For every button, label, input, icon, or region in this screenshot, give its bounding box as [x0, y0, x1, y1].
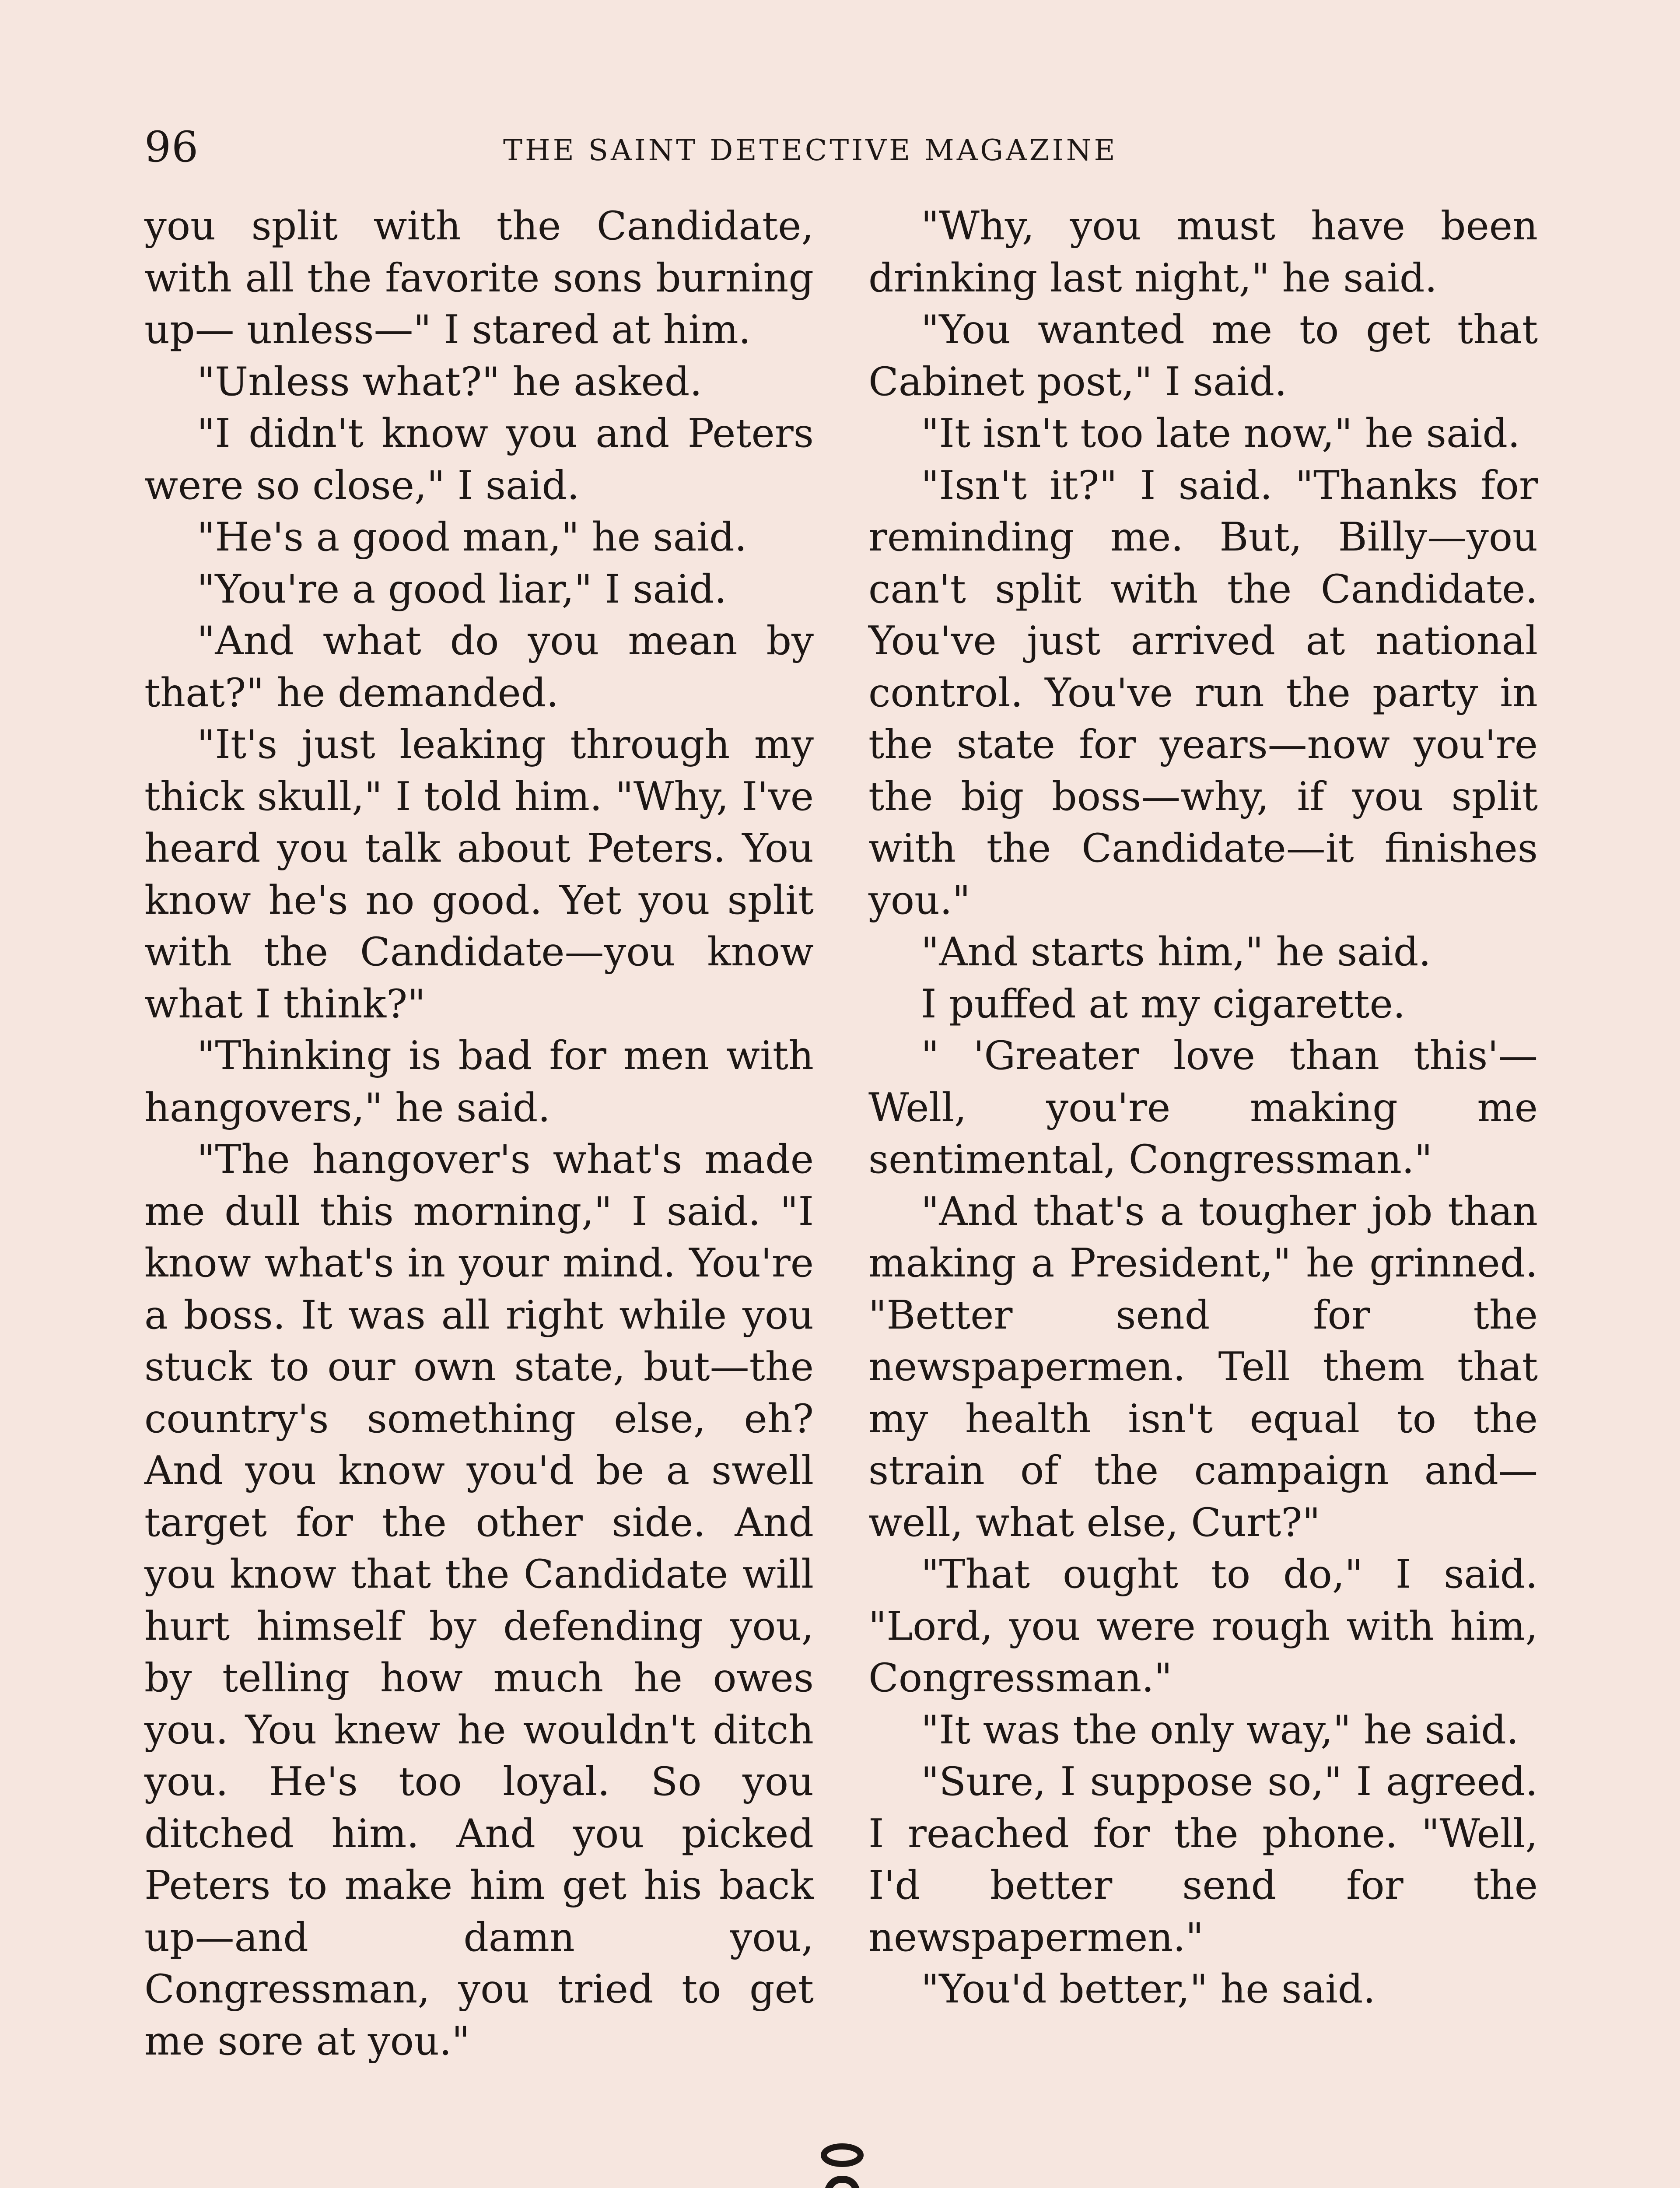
paragraph: "Sure, I suppose so," I agreed. I reached for the phone. "Well, I'd better send for the newspapermen.": [868, 1759, 1538, 1960]
running-head: THE SAINT DETECTIVE MAGAZINE: [503, 133, 1118, 167]
paragraph: "It's just leaking through my thick skull," I told him. "Why, I've heard you talk about Peters. You know he's no good. Yet you split with the Candidate—you know what I think?": [144, 722, 814, 1027]
paragraph: I puffed at my cigarette.: [921, 981, 1406, 1027]
page-number: 96: [144, 123, 199, 172]
paragraph: "You wanted me to get that Cabinet post," I said.: [868, 307, 1538, 405]
paragraph: "You'd better," he said.: [921, 1966, 1376, 2012]
paragraph: "Unless what?" he asked.: [197, 358, 703, 405]
paragraph: "And starts him," he said.: [921, 929, 1431, 975]
paragraph: "I didn't know you and Peters were so close," I said.: [144, 410, 814, 508]
paragraph: "Isn't it?" I said. "Thanks for reminding me. But, Billy—you can't split with the Candidate. You've just arrived at national control. You've run the party in the state for years—now you're the big boss—why, if you split with the Candidate—it finishes you.": [868, 462, 1538, 923]
paragraph: "He's a good man," he said.: [197, 514, 747, 560]
paragraph: "It was the only way," he said.: [921, 1707, 1519, 1753]
paragraph: "You're a good liar," I said.: [197, 566, 727, 612]
paragraph: " 'Greater love than this'— Well, you're making me sentimental, Congressman.": [868, 1033, 1538, 1182]
paragraph: "It isn't too late now," he said.: [921, 410, 1520, 456]
left-column: [144, 200, 814, 2067]
saint-halo-figure-icon: [608, 2135, 1059, 2188]
paragraph: you split with the Candidate, with all the favorite sons burning up— unless—" I stared at him.: [144, 203, 814, 353]
paragraph: "Why, you must have been drinking last night," he said.: [868, 203, 1538, 301]
paragraph: "And that's a tougher job than making a President," he grinned. "Better send for the newspapermen. Tell them that my health isn't equal to the strain of the campaign and—well, what else, Curt?": [868, 1188, 1538, 1546]
right-column: [868, 200, 1538, 2016]
paragraph: "Thinking is bad for men with hangovers," he said.: [144, 1033, 814, 1131]
paragraph: "That ought to do," I said. "Lord, you were rough with him, Congressman.": [868, 1551, 1538, 1701]
paragraph: "The hangover's what's made me dull this morning," I said. "I know what's in your mind. You're a boss. It was all right while you stuck to our own state, but—the country's something else, eh? And you know you'd be a swell target for the other side. And you know that the Candidate will hurt himself by defending you, by telling how much he owes you. You knew he wouldn't ditch you. He's too loyal. So you ditched him. And you picked Peters to make him get his back up—and damn you, Congressman, you tried to get me sore at you.": [144, 1136, 814, 2064]
paragraph: "And what do you mean by that?" he demanded.: [144, 618, 814, 716]
